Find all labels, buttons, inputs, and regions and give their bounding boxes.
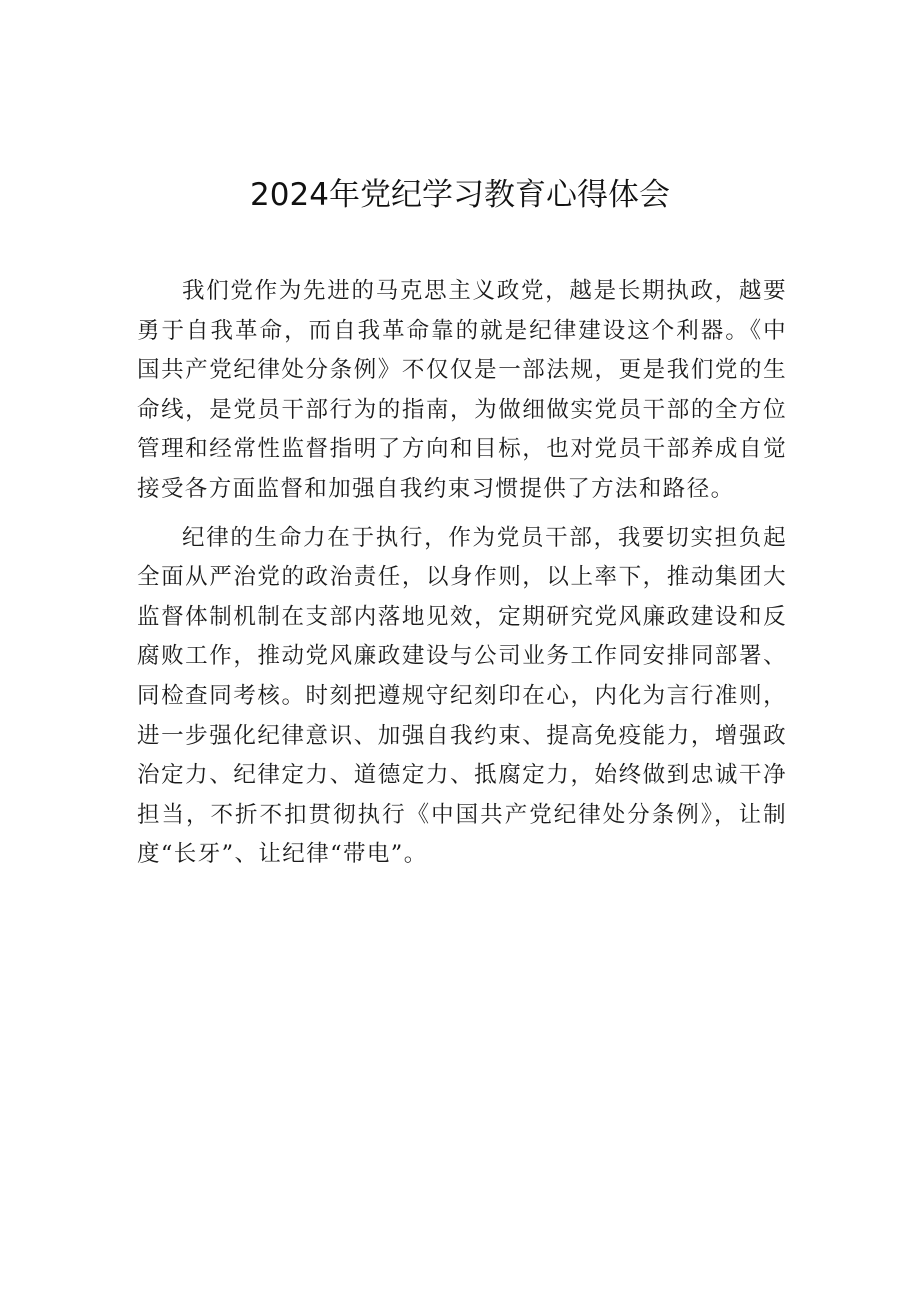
paragraph-2: 纪律的生命力在于执行，作为党员干部，我要切实担负起全面从严治党的政治责任，以身作则，以上率下，推动集团大监督体制机制在支部内落地见效，定期研究党风廉政建设和反腐败工作，推动党风廉政建设与公司业务工作同安排同部署、同检查同考核。时刻把遵规守纪刻印在心，内化为言行准则，进一步强化纪律意识、加强自我约束、提高免疫能力，增强政治定力、纪律定力、道德定力、抵腐定力，始终做到忠诚干净担当，不折不扣贯彻执行《中国共产党纪律处分条例》，让制度“长牙”、让纪律“带电”。 (137, 524, 787, 868)
document-title: 2024年党纪学习教育心得体会 (250, 177, 670, 213)
document-body (137, 272, 787, 875)
paragraph-1: 我们党作为先进的马克思主义政党，越是长期执政，越要勇于自我革命，而自我革命靠的就是纪律建设这个利器。《中国共产党纪律处分条例》不仅仅是一部法规，更是我们党的生命线，是党员干部行为的指南，为做细做实党员干部的全方位管理和经常性监督指明了方向和目标，也对党员干部养成自觉接受各方面监督和加强自我约束习惯提供了方法和路径。 (137, 278, 787, 502)
